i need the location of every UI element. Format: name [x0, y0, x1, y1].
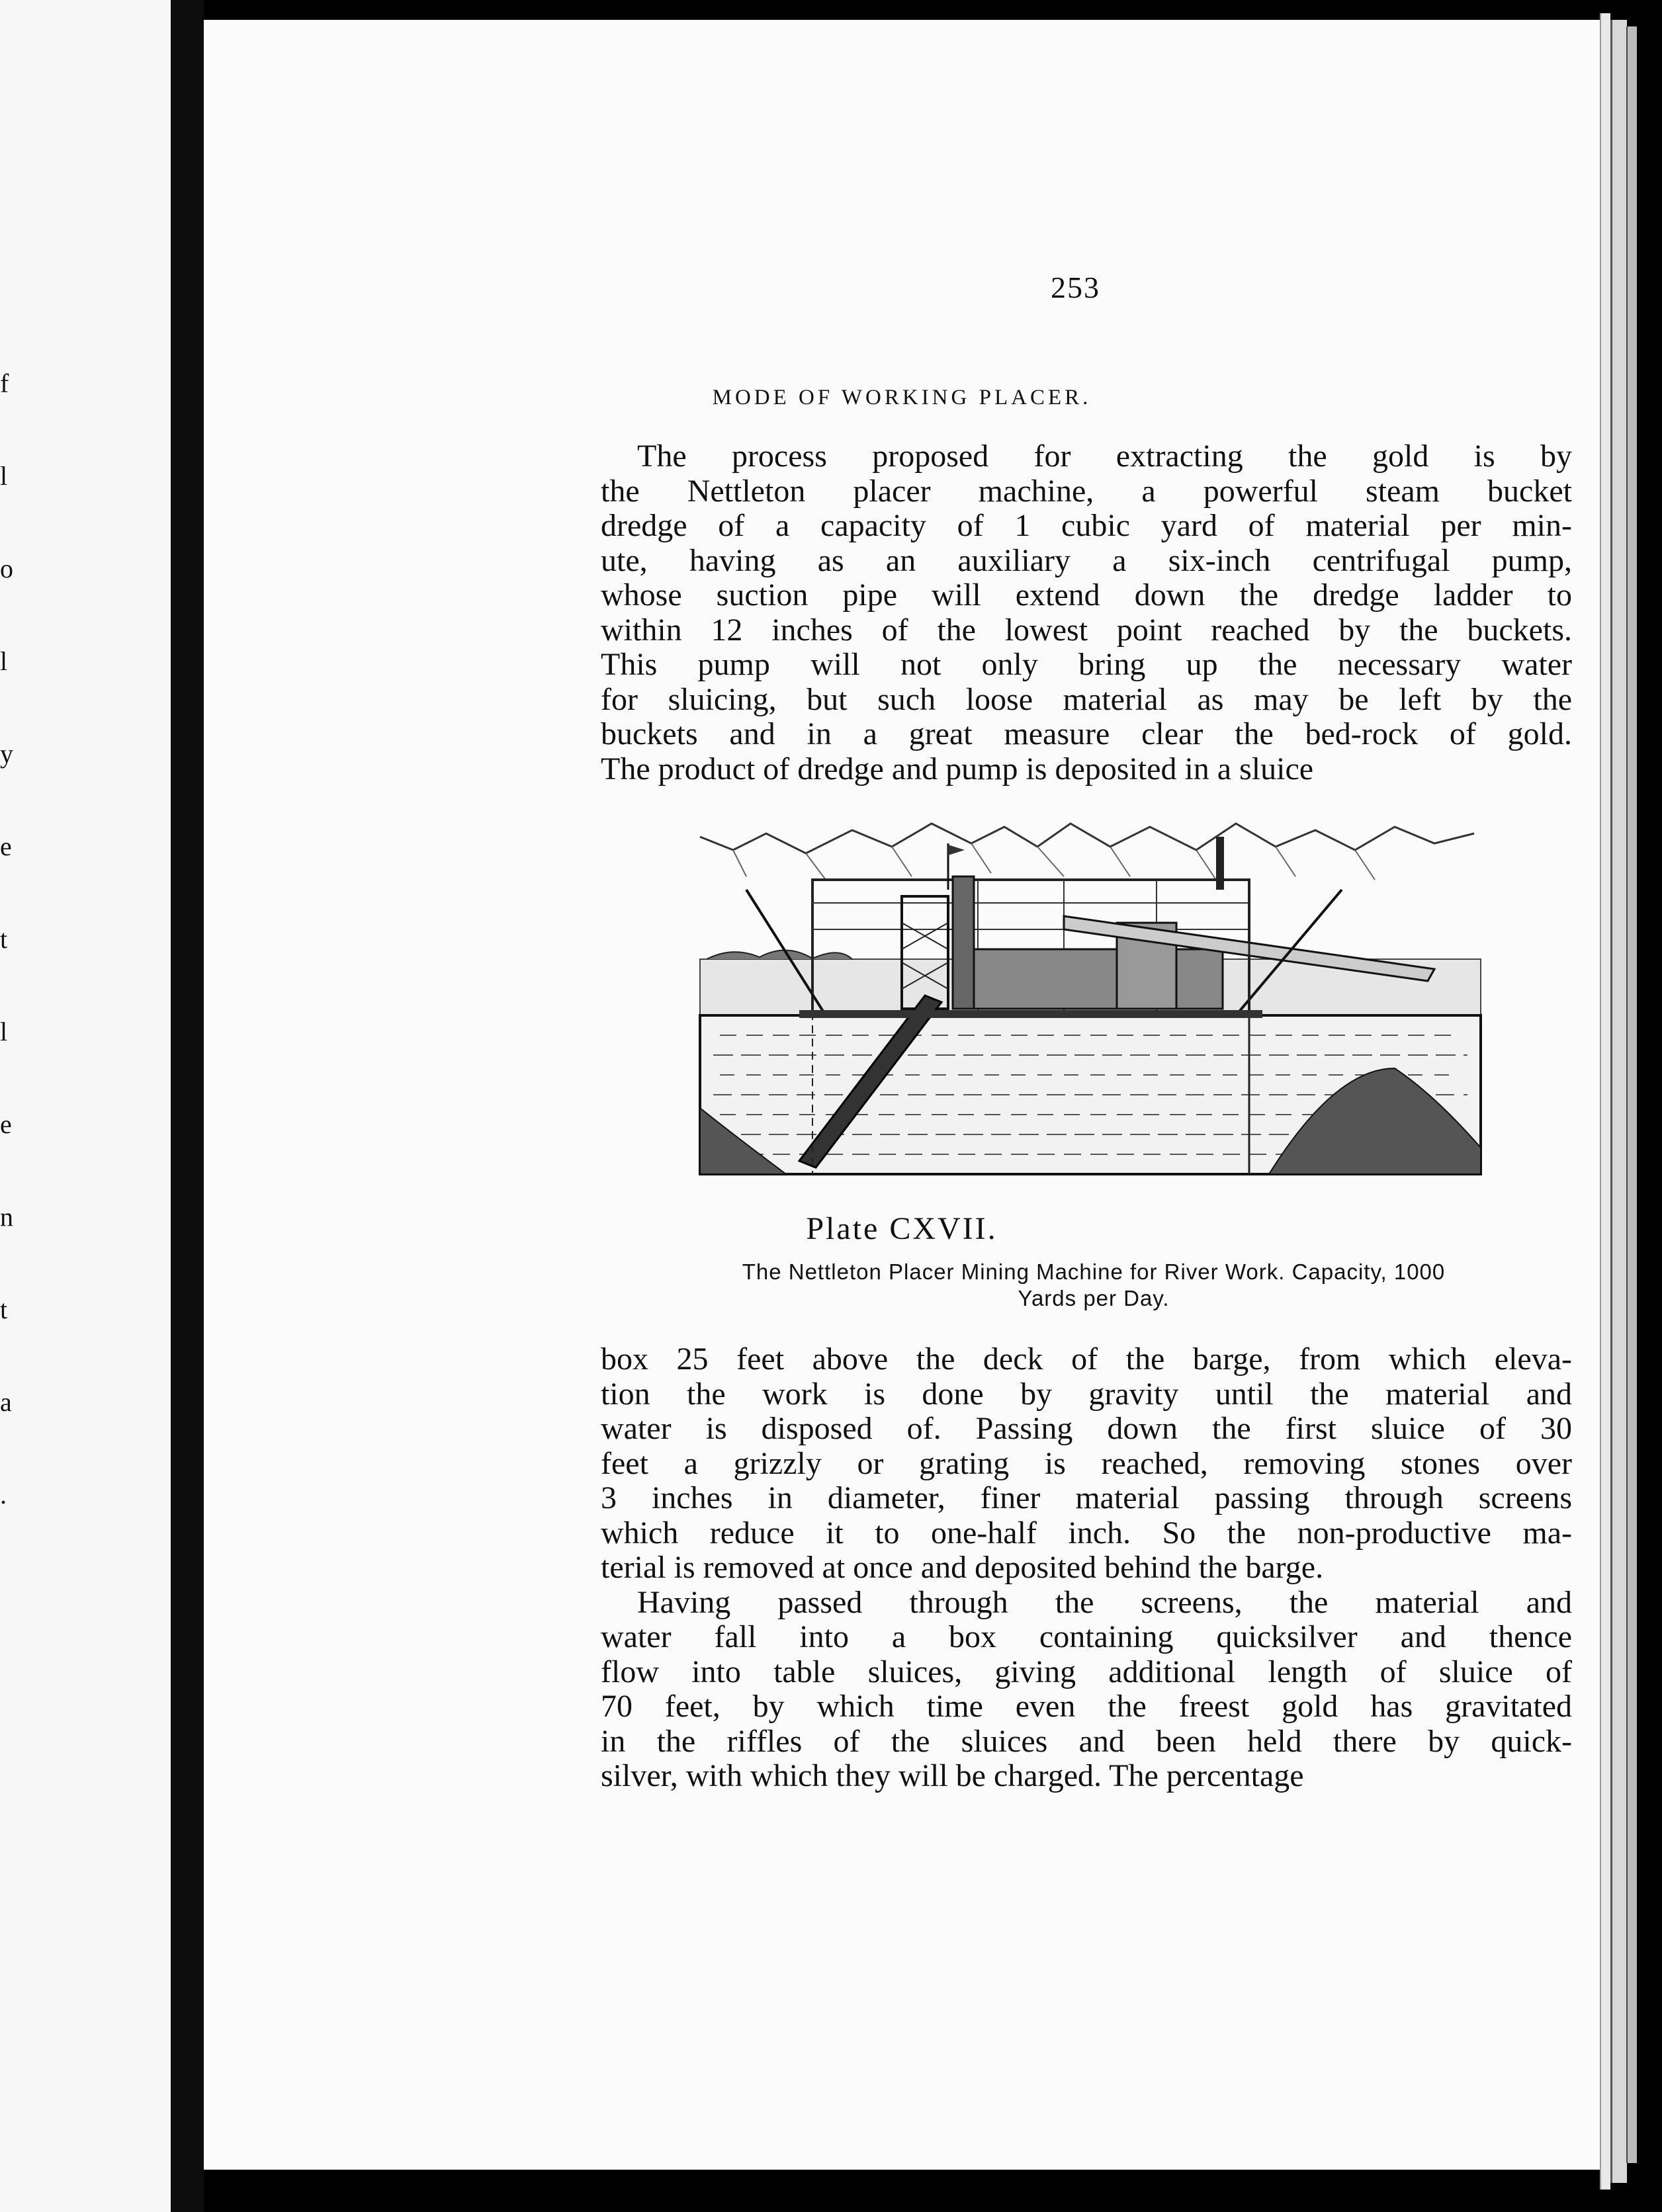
- text-line: in the riffles of the sluices and been held there by quick-: [601, 1723, 1572, 1759]
- caption-line: Yards per Day.: [1018, 1286, 1170, 1310]
- page-number: 253: [1051, 271, 1100, 304]
- left-page-fragment: a: [0, 1387, 12, 1417]
- text-line: dredge of a capacity of 1 cubic yard of material per min-: [601, 508, 1572, 543]
- tree-line: [707, 950, 852, 959]
- left-page-fragment: t: [0, 1295, 8, 1324]
- left-page-fragment: l: [0, 1017, 8, 1046]
- page-edge: [1600, 13, 1610, 2190]
- left-page-fragment: l: [0, 461, 8, 491]
- mountain-outline: [700, 824, 1474, 853]
- text-line: within 12 inches of the lowest point reached by the buckets.: [601, 612, 1572, 648]
- text-line: tion the work is done by gravity until the material and: [601, 1376, 1572, 1412]
- text-line: terial is removed at once and deposited behind the barge.: [601, 1550, 1324, 1585]
- text-line: The process proposed for extracting the gold is by: [637, 439, 1572, 474]
- dredge-illustration: [693, 817, 1487, 1187]
- left-page-fragment: n: [0, 1202, 13, 1232]
- mountain-shading: [733, 843, 1375, 880]
- left-page-fragment: o: [0, 554, 13, 583]
- text-line: for sluicing, but such loose material as may be left by the: [601, 681, 1572, 717]
- bucket-chain: [953, 876, 974, 1009]
- text-line: ute, having as an auxiliary a six-inch centrifugal pump,: [601, 542, 1572, 578]
- machinery: [971, 949, 1223, 1009]
- left-page-edge: [0, 0, 171, 2212]
- plate-title: Plate CXVII.: [806, 1211, 998, 1246]
- paragraph-2: [601, 1342, 1572, 1794]
- book-page: [204, 20, 1600, 2170]
- text-line: box 25 feet above the deck of the barge, from which eleva-: [601, 1341, 1572, 1377]
- left-page-fragment: e: [0, 1109, 12, 1139]
- page-edge: [1610, 20, 1627, 2183]
- text-line: which reduce it to one-half inch. So the non-productive ma-: [601, 1515, 1572, 1551]
- text-line: whose suction pipe will extend down the dredge ladder to: [601, 577, 1572, 613]
- text-line: water is disposed of. Passing down the first sluice of 30: [601, 1411, 1572, 1446]
- section-heading: MODE OF WORKING PLACER.: [712, 386, 1092, 409]
- smokestack: [1216, 837, 1224, 890]
- text-line: The product of dredge and pump is deposited in a sluice: [601, 751, 1314, 787]
- text-line: feet a grizzly or grating is reached, removing stones over: [601, 1445, 1572, 1481]
- left-page-fragment: l: [0, 646, 8, 676]
- flag: [948, 845, 965, 855]
- text-line: silver, with which they will be charged. The percentage: [601, 1758, 1304, 1793]
- left-page-fragment: .: [0, 1480, 7, 1510]
- barge-hull: [799, 1010, 1262, 1018]
- text-line: Having passed through the screens, the material and: [637, 1584, 1572, 1620]
- left-page-fragment: t: [0, 924, 8, 954]
- text-line: 70 feet, by which time even the freest gold has gravitated: [601, 1689, 1572, 1724]
- text-line: 3 inches in diameter, finer material passing through screens: [601, 1480, 1572, 1515]
- page-edge: [1626, 26, 1637, 2163]
- text-line: the Nettleton placer machine, a powerful steam bucket: [601, 473, 1572, 509]
- text-line: water fall into a box containing quicksilver and thence: [601, 1619, 1572, 1654]
- text-line: flow into table sluices, giving additional length of sluice of: [601, 1654, 1572, 1689]
- text-line: buckets and in a great measure clear the bed-rock of gold.: [601, 716, 1572, 751]
- caption-line: The Nettleton Placer Mining Machine for River Work. Capacity, 1000: [742, 1259, 1446, 1284]
- paragraph-1: [601, 439, 1572, 787]
- figure-caption: [614, 1259, 1573, 1312]
- text-line: This pump will not only bring up the necessary water: [601, 647, 1572, 682]
- left-page-fragment: e: [0, 831, 12, 861]
- book-gutter: [171, 0, 204, 2212]
- left-page-fragment: f: [0, 368, 9, 398]
- left-page-fragment: y: [0, 739, 13, 769]
